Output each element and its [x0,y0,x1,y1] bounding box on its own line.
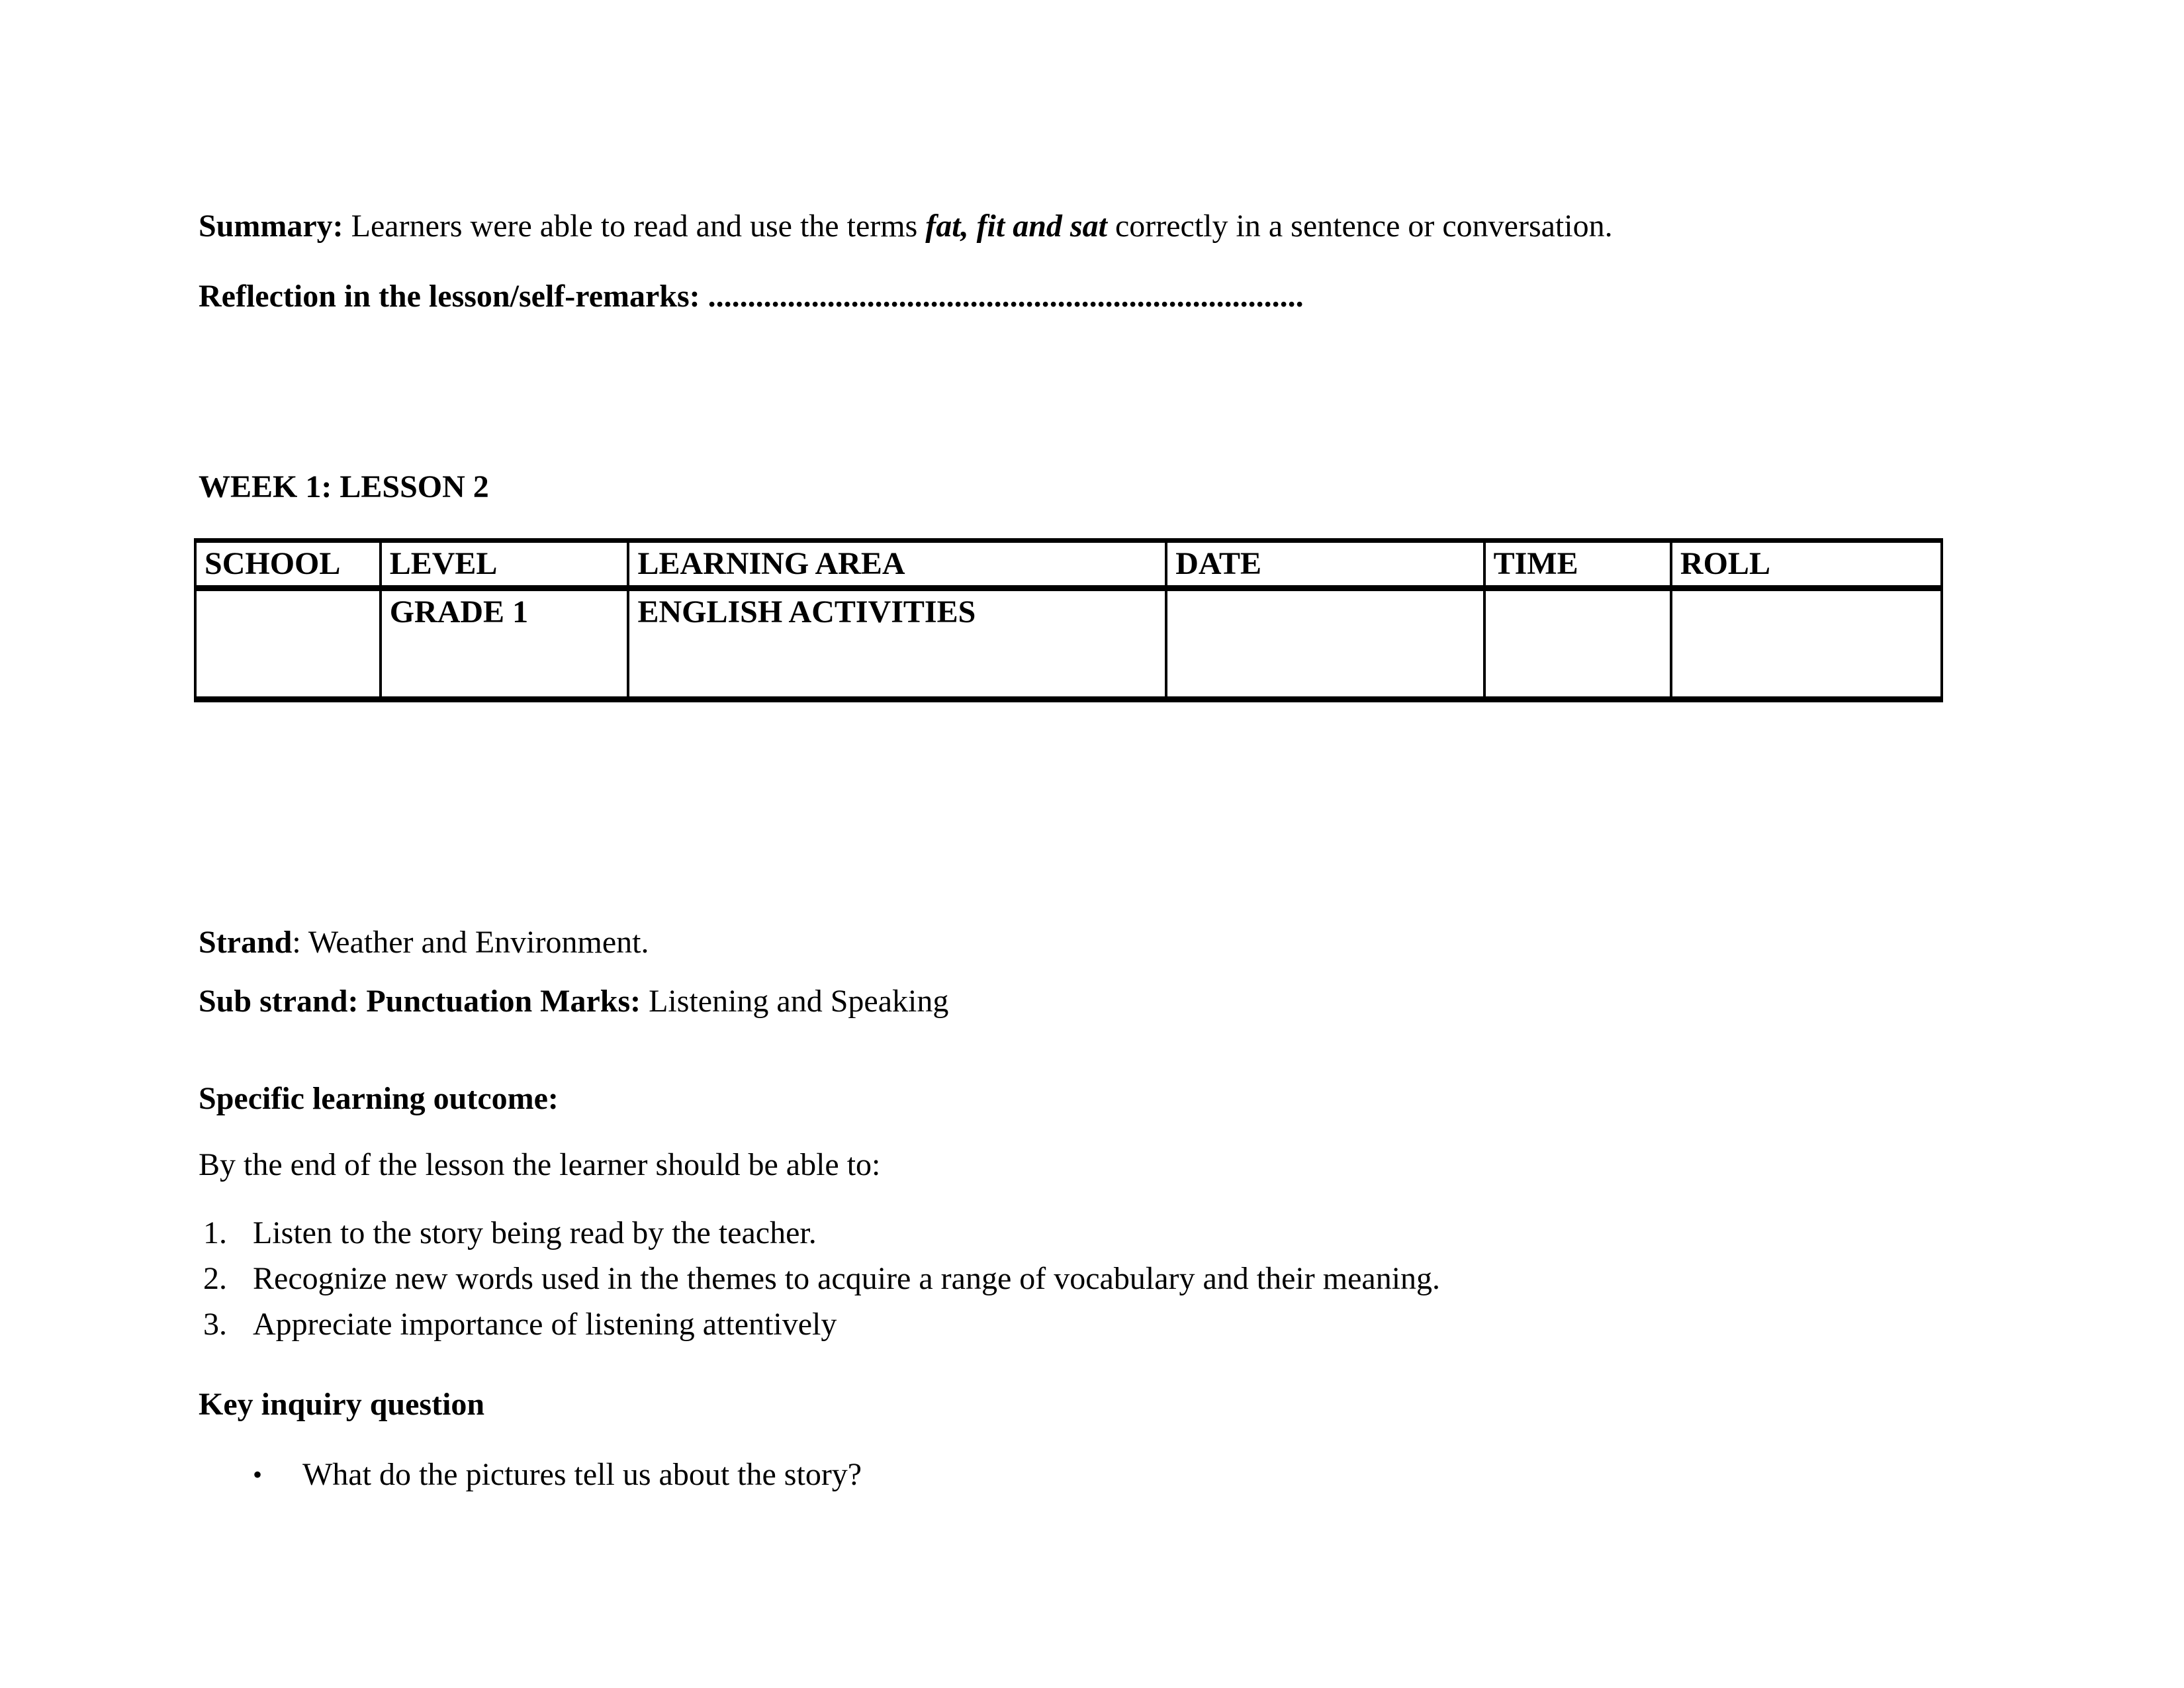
week-lesson-heading: WEEK 1: LESSON 2 [199,469,489,504]
cell-date [1166,588,1484,700]
outcome-numbered-list [203,1210,1440,1347]
summary-line [199,207,1613,246]
cell-learning-area: ENGLISH ACTIVITIES [628,588,1166,700]
header-roll: ROLL [1671,541,1942,588]
strand-text: : Weather and Environment. [292,925,649,960]
summary-terms: fat, fit and sat [925,209,1107,244]
bullet-icon: • [253,1460,263,1489]
sub-strand-line [199,982,948,1021]
reflection-dotted-blank: ........................................................................... [707,279,1304,314]
summary-label: Summary: [199,209,343,244]
list-item-text: What do the pictures tell us about the story? [302,1457,862,1492]
list-item [253,1455,862,1495]
list-item [203,1301,1440,1347]
key-inquiry-heading: Key inquiry question [199,1387,485,1422]
key-inquiry-bullet-list [253,1455,862,1495]
strand-line [199,923,649,962]
list-item-number: 3. [203,1307,227,1342]
list-item-text: Appreciate importance of listening attentively [253,1307,837,1342]
strand-label: Strand [199,925,293,960]
reflection-line [199,277,1304,316]
summary-text-pre: Learners were able to read and use the terms [343,209,926,244]
cell-roll [1671,588,1942,700]
table-row [195,588,1942,700]
cell-time [1484,588,1671,700]
list-item-number: 2. [203,1261,227,1296]
list-item [203,1256,1440,1301]
table-header-row [195,541,1942,588]
header-level: LEVEL [381,541,629,588]
list-item [203,1210,1440,1256]
header-time: TIME [1484,541,1671,588]
summary-text-post: correctly in a sentence or conversation. [1107,209,1613,244]
outcome-intro-line: By the end of the lesson the learner should be able to: [199,1147,881,1182]
header-learning-area: LEARNING AREA [628,541,1166,588]
header-school: SCHOOL [195,541,381,588]
list-item-number: 1. [203,1215,227,1250]
specific-learning-outcome-heading: Specific learning outcome: [199,1081,559,1116]
list-item-text: Listen to the story being read by the teacher. [253,1215,817,1250]
lesson-info-table [194,538,1943,702]
header-date: DATE [1166,541,1484,588]
cell-level: GRADE 1 [381,588,629,700]
sub-strand-text: Listening and Speaking [641,984,949,1019]
reflection-label: Reflection in the lesson/self-remarks: [199,279,708,314]
list-item-text: Recognize new words used in the themes to acquire a range of vocabulary and their meaning. [253,1261,1441,1296]
cell-school [195,588,381,700]
sub-strand-label: Sub strand: Punctuation Marks: [199,984,641,1019]
